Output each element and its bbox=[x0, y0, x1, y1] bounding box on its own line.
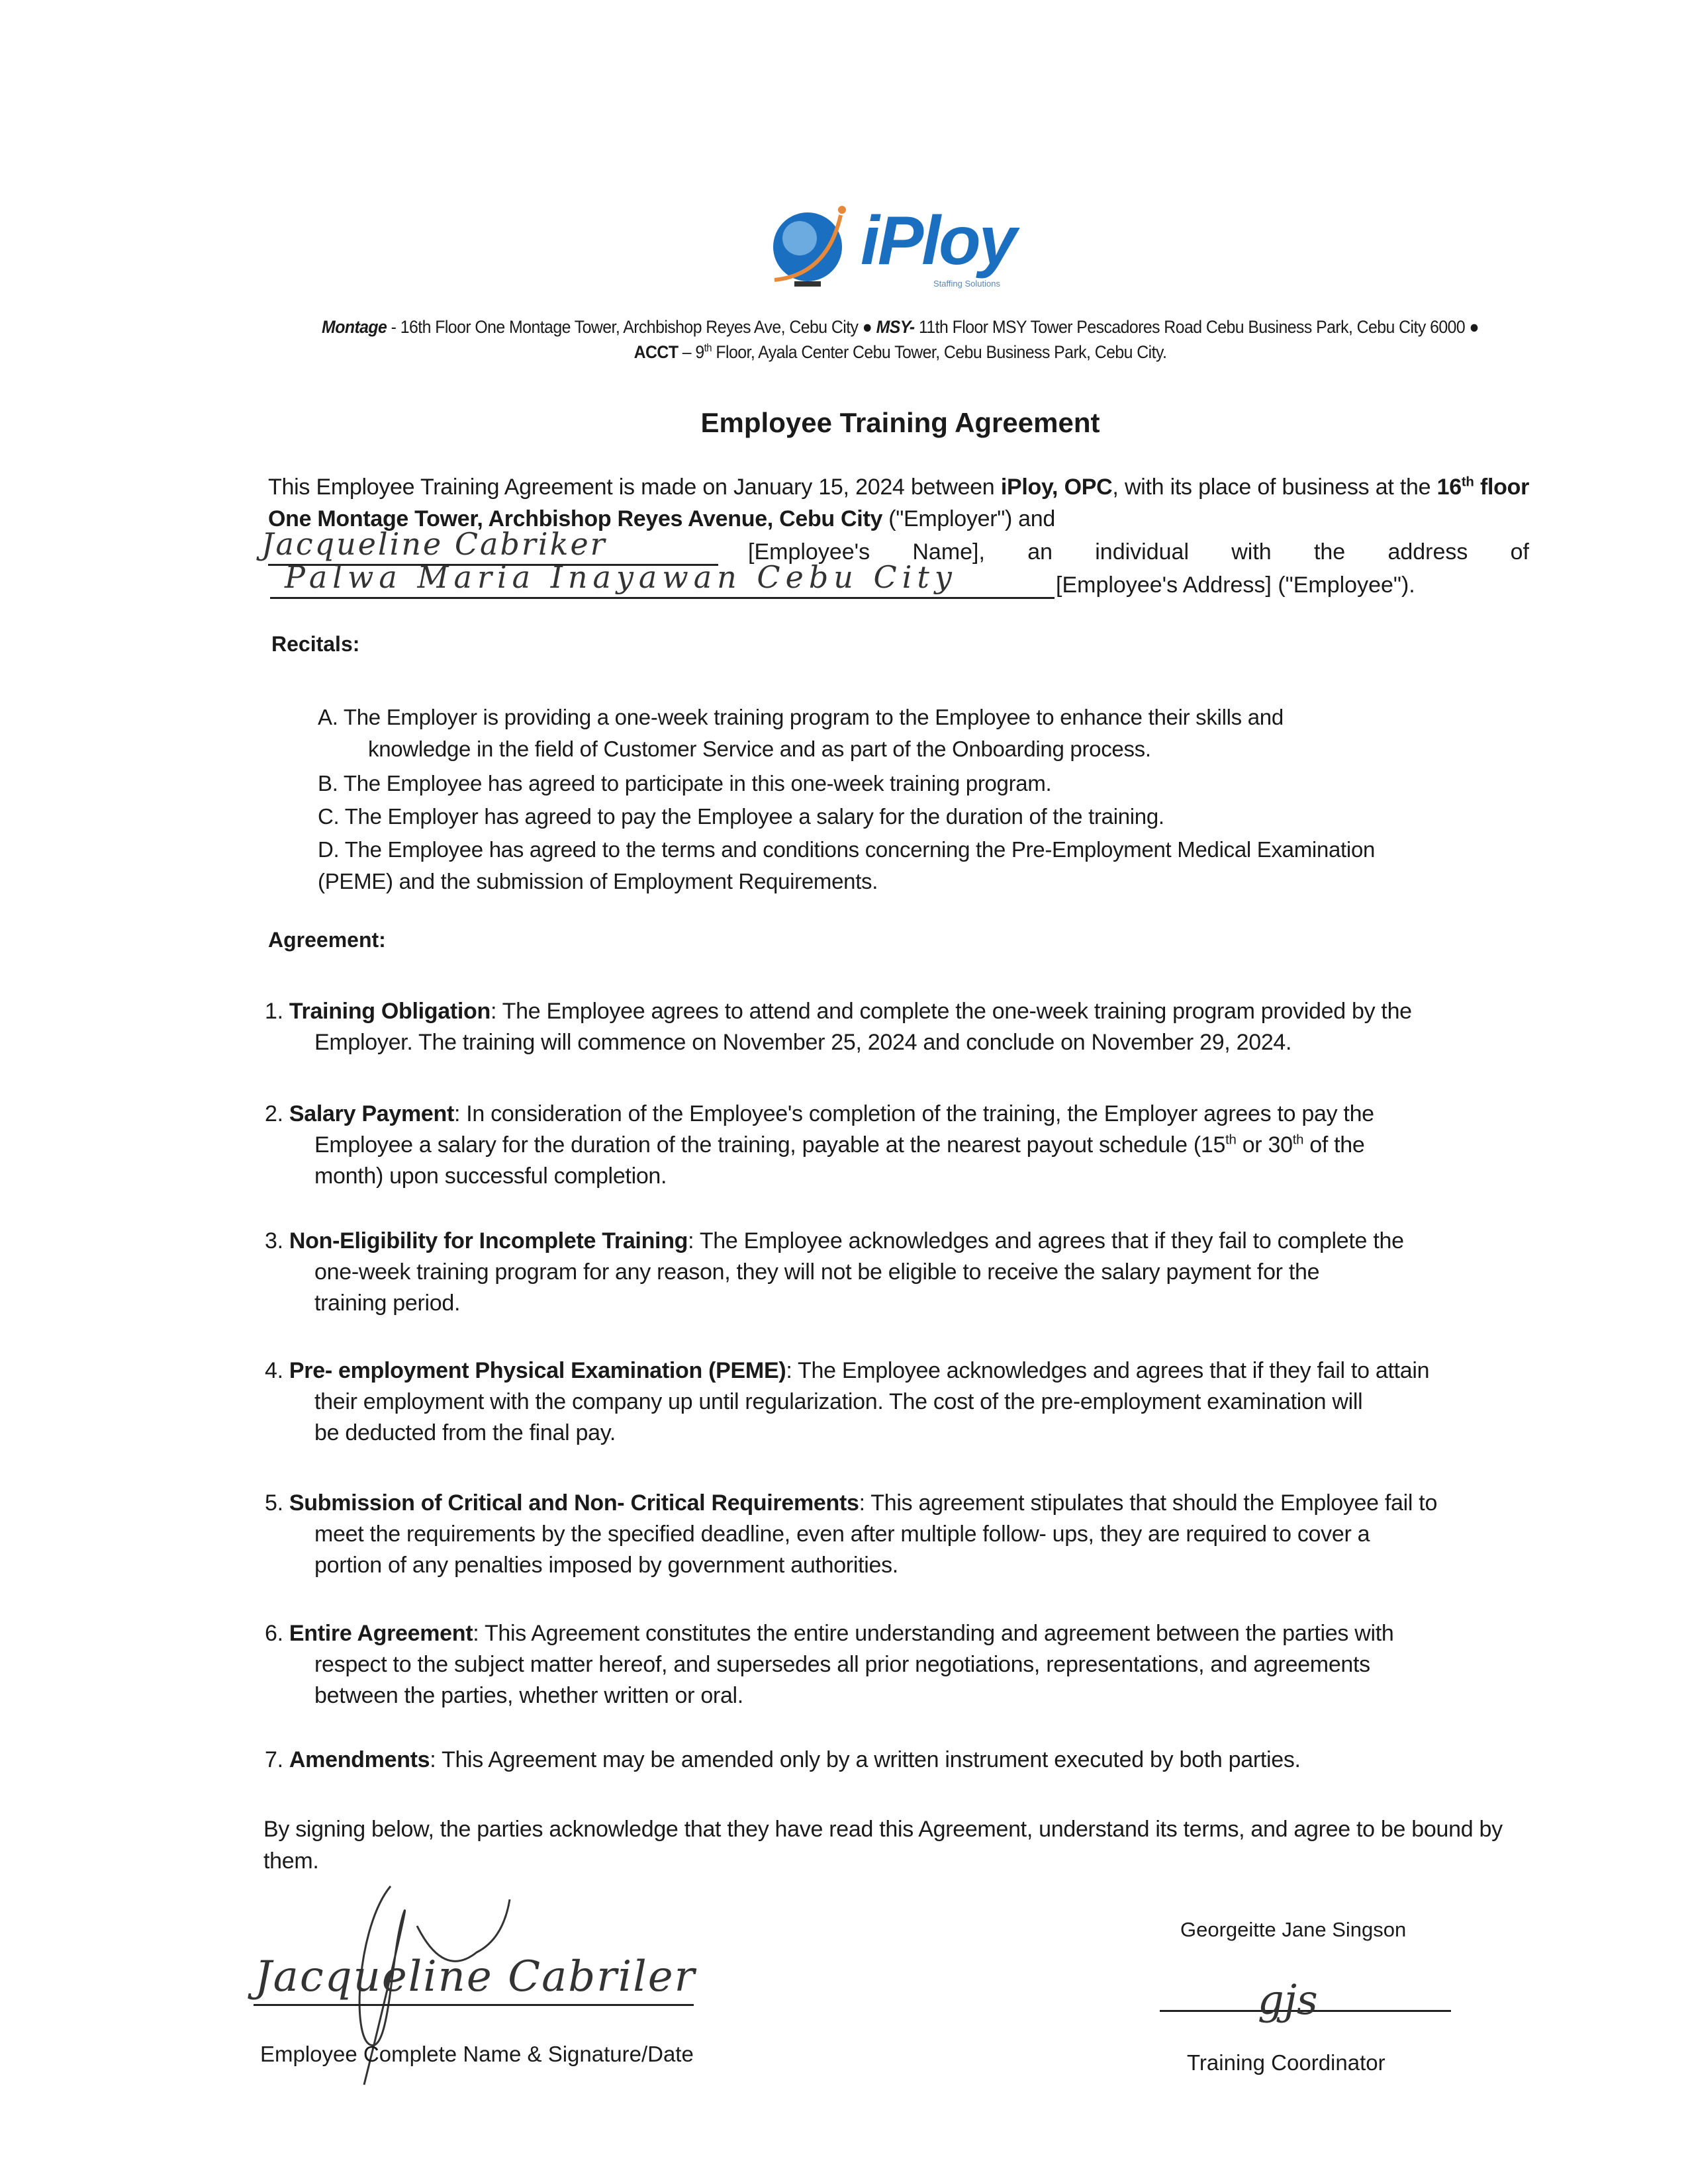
item-title: Entire Agreement bbox=[289, 1621, 473, 1646]
item-number: 6. bbox=[265, 1621, 283, 1646]
agreement-heading: Agreement: bbox=[268, 928, 386, 952]
recital-a bbox=[318, 702, 1529, 765]
agreement-item-6 bbox=[265, 1618, 1529, 1711]
item-title: Salary Payment bbox=[289, 1101, 454, 1126]
recital-text: The Employer is providing a one-week training program to the Employee to enhance their skills and bbox=[343, 705, 1284, 729]
item-text: : This agreement stipulates that should the Employee fail to bbox=[859, 1490, 1438, 1516]
item-title: Submission of Critical and Non- Critical Requirements bbox=[289, 1490, 859, 1516]
montage-label: Montage bbox=[322, 317, 387, 337]
agreement-item-4 bbox=[265, 1355, 1529, 1449]
recitals-heading: Recitals: bbox=[271, 632, 360, 656]
item-sup: th bbox=[1292, 1132, 1304, 1148]
item-text-cont: be deducted from the final pay. bbox=[314, 1420, 616, 1445]
item-text-cont: their employment with the company up until regularization. The cost of the pre-employment examination will bbox=[314, 1389, 1363, 1414]
recital-c bbox=[318, 801, 1529, 833]
msy-address: 11th Floor MSY Tower Pescadores Road Cebu Business Park, Cebu City 6000 ● bbox=[914, 317, 1479, 337]
item-sup: th bbox=[1225, 1132, 1237, 1148]
agreement-item-2 bbox=[265, 1099, 1529, 1192]
item-title: Training Obligation bbox=[289, 999, 491, 1024]
item-text-cont: training period. bbox=[314, 1291, 461, 1316]
intro-text-1: This Employee Training Agreement is made on January 15, 2024 between bbox=[268, 475, 1001, 500]
recital-letter: A. bbox=[318, 705, 338, 729]
item-text: : In consideration of the Employee's completion of the training, the Employer agrees to pay the bbox=[453, 1101, 1374, 1126]
address-number: 16 bbox=[1436, 475, 1462, 500]
intro-paragraph bbox=[268, 471, 1529, 535]
acct-dash: – 9 bbox=[678, 342, 704, 362]
acct-address: Floor, Ayala Center Cebu Tower, Cebu Business Park, Cebu City. bbox=[712, 342, 1167, 362]
item-text-cont bbox=[265, 1130, 1529, 1192]
item-title: Amendments bbox=[289, 1747, 430, 1772]
recital-text: The Employer has agreed to pay the Employee a salary for the duration of the training. bbox=[344, 804, 1164, 829]
coordinator-name: Georgeitte Jane Singson bbox=[1180, 1918, 1407, 1941]
iploy-logo bbox=[768, 202, 1046, 295]
item-text-part: of the bbox=[1303, 1132, 1365, 1158]
logo-tagline: Staffing Solutions bbox=[933, 279, 1000, 289]
item-number: 5. bbox=[265, 1490, 283, 1516]
closing-paragraph: By signing below, the parties acknowledge that they have read this Agreement, understand its terms, and agree to be bound by them. bbox=[263, 1817, 1503, 1874]
montage-address: - 16th Floor One Montage Tower, Archbishop Reyes Ave, Cebu City ● bbox=[387, 317, 876, 337]
recital-letter: C. bbox=[318, 804, 340, 829]
item-number: 4. bbox=[265, 1358, 283, 1383]
recital-text: The Employee has agreed to participate in this one-week training program. bbox=[343, 771, 1052, 796]
logo-brand: iPloy bbox=[861, 203, 1015, 279]
coordinator-label: Training Coordinator bbox=[1187, 2050, 1385, 2075]
item-text: : The Employee acknowledges and agrees that if they fail to attain bbox=[786, 1358, 1430, 1383]
msy-label: MSY- bbox=[876, 317, 915, 337]
handwritten-employee-address[interactable]: Palwa Maria Inayawan Cebu City bbox=[285, 559, 957, 595]
recital-text-cont: knowledge in the field of Customer Service and as part of the Onboarding process. bbox=[368, 737, 1151, 761]
item-number: 2. bbox=[265, 1101, 283, 1126]
item-text: : The Employee acknowledges and agrees that if they fail to complete the bbox=[688, 1228, 1404, 1253]
employee-address-line bbox=[270, 597, 1055, 599]
agreement-item-1 bbox=[265, 996, 1529, 1058]
item-text-cont: between the parties, whether written or oral. bbox=[314, 1683, 743, 1708]
recital-d bbox=[318, 834, 1529, 897]
item-text-part: or 30 bbox=[1236, 1132, 1293, 1158]
recital-letter: B. bbox=[318, 771, 338, 796]
company-name: iPloy, OPC bbox=[1000, 475, 1113, 500]
employer-address: floor One Montage Tower, Archbishop Reyes Avenue, Cebu City bbox=[268, 475, 1529, 531]
acct-sup: th bbox=[704, 342, 712, 354]
item-number: 7. bbox=[265, 1747, 283, 1772]
item-title: Non-Eligibility for Incomplete Training bbox=[289, 1228, 688, 1253]
employee-signature[interactable]: Jacqueline Cabriler bbox=[255, 1952, 696, 2001]
item-number: 3. bbox=[265, 1228, 283, 1253]
agreement-item-3 bbox=[265, 1226, 1529, 1319]
agreement-item-5 bbox=[265, 1488, 1529, 1581]
employee-signature-label: Employee Complete Name & Signature/Date bbox=[260, 2042, 694, 2066]
recital-text-cont: (PEME) and the submission of Employment Requirements. bbox=[318, 869, 878, 893]
recital-text: The Employee has agreed to the terms and conditions concerning the Pre-Employment Medical Examination bbox=[344, 837, 1376, 862]
intro-text-2: , with its place of business at the bbox=[1112, 475, 1437, 500]
item-text-cont: Employer. The training will commence on November 25, 2024 and conclude on November 29, 2024. bbox=[314, 1030, 1292, 1055]
item-text: : This Agreement may be amended only by a written instrument executed by both parties. bbox=[430, 1747, 1301, 1772]
address-sup: th bbox=[1461, 475, 1474, 490]
item-title: Pre- employment Physical Examination (PEME) bbox=[289, 1358, 786, 1383]
agreement-item-7 bbox=[265, 1745, 1529, 1776]
item-text-cont: portion of any penalties imposed by government authorities. bbox=[314, 1553, 898, 1578]
coordinator-signature[interactable]: gjs bbox=[1258, 1976, 1318, 2024]
item-text-part: Employee a salary for the duration of the training, payable at the nearest payout schedule (15 bbox=[314, 1132, 1226, 1158]
item-number: 1. bbox=[265, 999, 283, 1024]
item-text-cont: one-week training program for any reason, they will not be eligible to receive the salary payment for the bbox=[314, 1259, 1320, 1285]
recital-letter: D. bbox=[318, 837, 340, 862]
acct-label: ACCT bbox=[633, 342, 679, 362]
item-text-cont: respect to the subject matter hereof, and supersedes all prior negotiations, representations, and agreements bbox=[314, 1652, 1370, 1677]
recital-b bbox=[318, 768, 1529, 799]
item-text: : The Employee agrees to attend and complete the one-week training program provided by the bbox=[491, 999, 1412, 1024]
item-text-cont: meet the requirements by the specified deadline, even after multiple follow- ups, they are required to cover a bbox=[314, 1522, 1370, 1547]
employee-name-label: [Employee's Name], an individual with the address of bbox=[748, 539, 1529, 565]
item-text-part: month) upon successful completion. bbox=[314, 1163, 667, 1189]
intro-text-3: ("Employer") and bbox=[882, 506, 1056, 531]
handwritten-employee-name[interactable]: Jacqueline Cabriker bbox=[261, 526, 607, 562]
item-text: : This Agreement constitutes the entire understanding and agreement between the parties with bbox=[473, 1621, 1394, 1646]
employee-address-label: [Employee's Address] ("Employee"). bbox=[1056, 572, 1415, 598]
office-addresses bbox=[322, 314, 1479, 365]
employee-signature-line bbox=[254, 2004, 694, 2006]
document-title: Employee Training Agreement bbox=[700, 407, 1100, 438]
